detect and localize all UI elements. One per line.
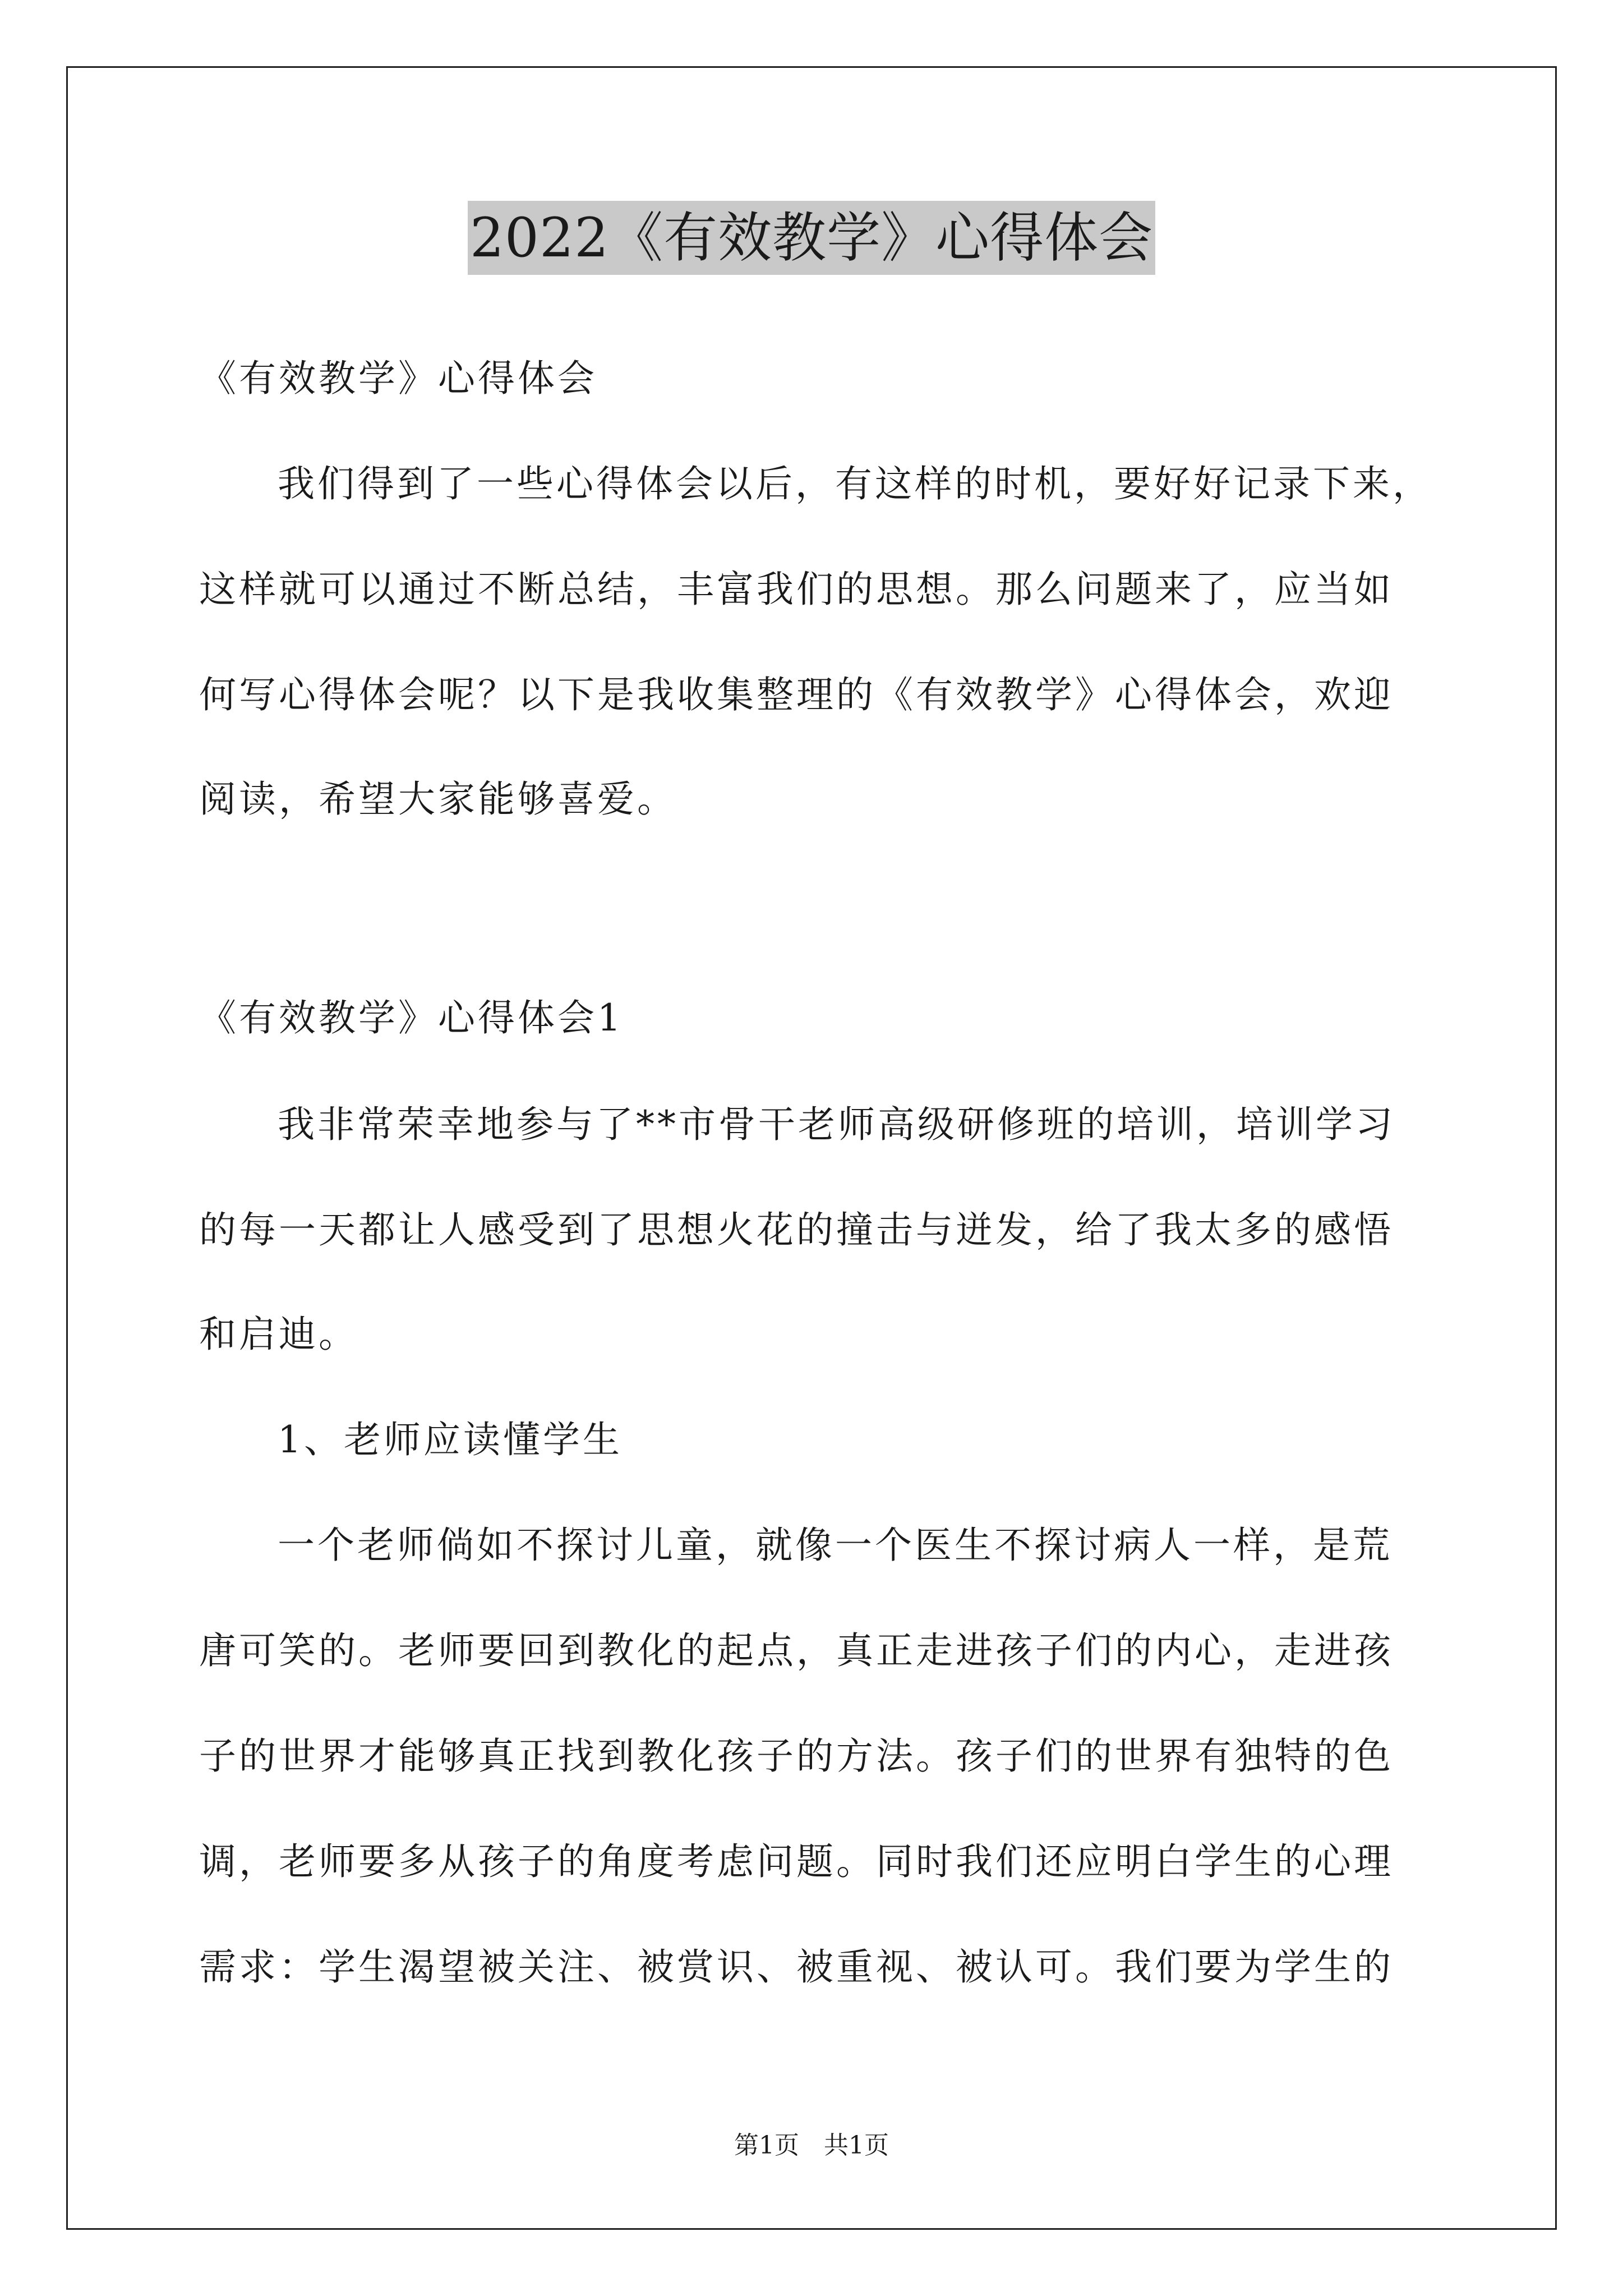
intro-paragraph-line: 阅读，希望大家能够喜爱。 — [199, 777, 677, 821]
intro-paragraph-line: 我们得到了一些心得体会以后，有这样的时机，要好好记录下来， — [278, 462, 1432, 505]
intro-paragraph-line: 这样就可以通过不断总结，丰富我们的思想。那么问题来了，应当如 — [199, 568, 1394, 611]
paragraph-line: 唐可笑的。老师要回到教化的起点，真正走进孩子们的内心，走进孩 — [199, 1629, 1394, 1672]
paragraph-line: 和启迪。 — [199, 1313, 358, 1356]
paragraph-line: 需求：学生渴望被关注、被赏识、被重视、被认可。我们要为学生的 — [199, 1945, 1394, 1989]
intro-paragraph-line: 何写心得体会呢？以下是我收集整理的《有效教学》心得体会，欢迎 — [199, 673, 1394, 716]
paragraph-line: 一个老师倘如不探讨儿童，就像一个医生不探讨病人一样，是荒 — [278, 1524, 1393, 1567]
paragraph-line: 的每一天都让人感受到了思想火花的撞击与迸发，给了我太多的感悟 — [199, 1208, 1394, 1251]
title-container — [0, 201, 1623, 275]
subheading-1: 1、老师应读懂学生 — [278, 1418, 623, 1461]
section-heading-intro: 《有效教学》心得体会 — [199, 357, 597, 400]
document-title: 2022《有效教学》心得体会 — [468, 201, 1155, 275]
page-footer: 第1页 共1页 — [734, 2131, 889, 2160]
paragraph-line: 我非常荣幸地参与了**市骨干老师高级研修班的培训，培训学习 — [278, 1103, 1395, 1146]
paragraph-line: 子的世界才能够真正找到教化孩子的方法。孩子们的世界有独特的色 — [199, 1734, 1394, 1778]
paragraph-line: 调，老师要多从孩子的角度考虑问题。同时我们还应明白学生的心理 — [199, 1840, 1394, 1883]
section-heading-1: 《有效教学》心得体会1 — [199, 996, 624, 1039]
